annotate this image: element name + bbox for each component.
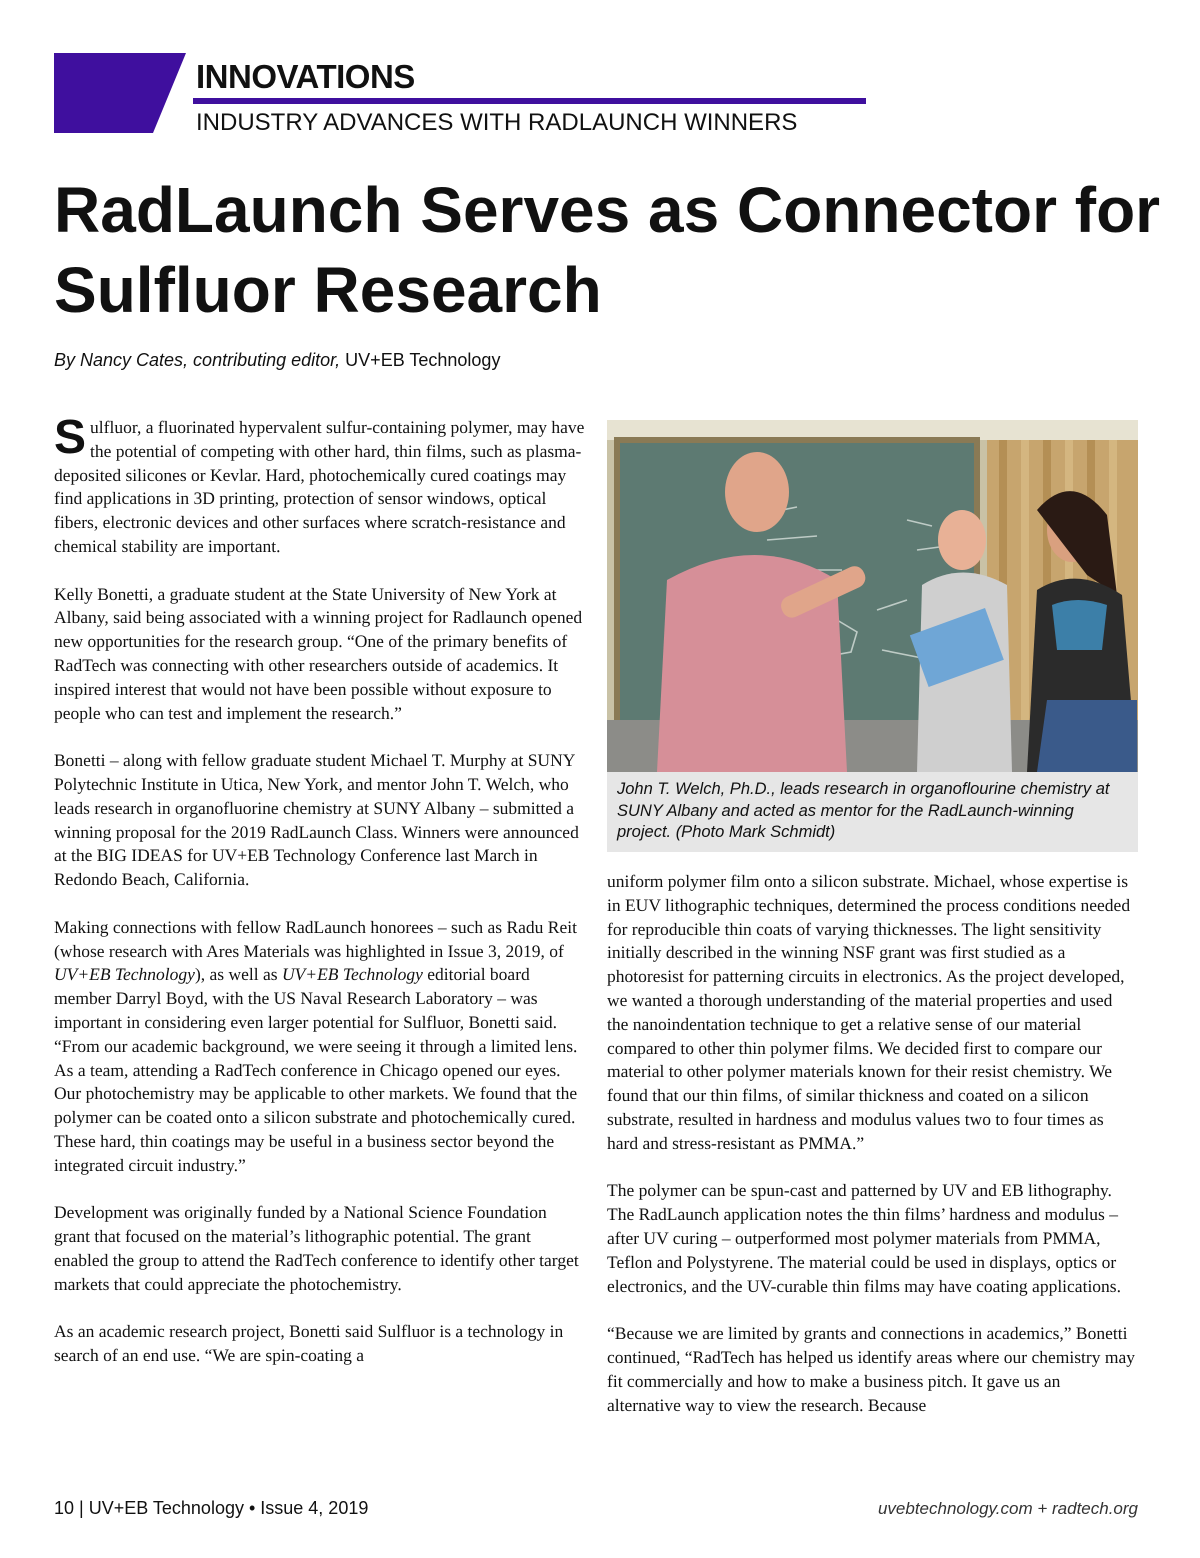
article-paragraph: The polymer can be spun-cast and patterned by UV and EB lithography. The RadLaunch application notes the thin films’ hardness and modulus – after UV curing – outperformed most polymer materials from PMMA, Teflon and Polystyrene. The material could be used in displays, optics or electronics, and the UV-curable thin films may have coating applications. xyxy=(607,1180,1121,1296)
article-column-right xyxy=(607,870,1137,1441)
article-paragraph: Kelly Bonetti, a graduate student at the State University of New York at Albany, said being associated with a winning project for Radlaunch opened new opportunities for the research group. “One of the primary benefits of RadTech was connecting with other researchers outside of academics. It inspired interest that would not have been possible without exposure to people who can test and implement the research.” xyxy=(54,583,583,723)
byline-publication: UV+EB Technology xyxy=(345,350,501,370)
byline-author: By Nancy Cates, contributing editor, xyxy=(54,350,341,370)
footer-websites: uvebtechnology.com + radtech.org xyxy=(877,1499,1138,1518)
article-photo xyxy=(607,420,1138,772)
article-column-left xyxy=(54,411,586,1392)
article-headline: RadLaunch Serves as Connector for Sulfluor Research xyxy=(54,174,1161,326)
article-paragraph: uniform polymer film onto a silicon substrate. Michael, whose expertise is in EUV lithographic techniques, determined the process conditions needed for reproducible thin coats of varying thicknesses. The light sensitivity initially described in the winning NSF grant was first studied as a photoresist for patterning circuits in electronics. As the project developed, we wanted a thorough understanding of the material properties and used the nanoindentation technique to get a relative sense of our material compared to other thin polymer films. We decided first to compare our material to other polymer materials known for their resist chemistry. We found that our thin films, of similar thickness and coated on a silicon substrate, resulted in hardness and modulus values two to four times as hard and stress-resistant as PMMA.” xyxy=(607,871,1131,1153)
article-paragraph: Sulfluor, a fluorinated hypervalent sulfur-containing polymer, may have the potential of competing with other hard, thin films, such as plasma-deposited silicones or Kevlar. Hard, photochemically cured coatings may find applications in 3D printing, protection of sensor windows, optical fibers, electronic devices and other surfaces where scratch-resistance and chemical stability are important. xyxy=(54,411,585,556)
section-title: INNOVATIONS xyxy=(196,58,415,95)
article-paragraph: “Because we are limited by grants and connections in academics,” Bonetti continued, “RadTech has helped us identify areas where our chemistry may fit commercially and how to make a business pitch. It gave us an alternative way to view the research. Because xyxy=(607,1323,1135,1415)
drop-cap: S xyxy=(54,411,87,464)
section-color-block xyxy=(54,53,186,133)
photo-caption: John T. Welch, Ph.D., leads research in organoflourine chemistry at SUNY Albany and acted as mentor for the RadLaunch-winning project. (Photo Mark Schmidt) xyxy=(607,772,1138,852)
article-paragraph: Development was originally funded by a National Science Foundation grant that focused on the material’s lithographic potential. The grant enabled the group to attend the RadTech conference to identify other target markets that could appreciate the photochemistry. xyxy=(54,1202,579,1294)
article-paragraph: Making connections with fellow RadLaunch honorees – such as Radu Reit (whose research with Ares Materials was highlighted in Issue 3, 2019, of UV+EB Technology), as well as UV+EB Technology editorial board member Darryl Boyd, with the US Naval Research Laboratory – was important in considering even larger potential for Sulfluor, Bonetti said. “From our academic background, we were seeing it through a limited lens. As a team, attending a RadTech conference in Chicago opened our eyes. Our photochemistry may be applicable to other markets. We found that the polymer can be coated onto a silicon substrate and photochemically cured. These hard, thin coatings may be useful in a business sector beyond the integrated circuit industry.” xyxy=(54,916,578,1175)
section-subtitle: INDUSTRY ADVANCES WITH RADLAUNCH WINNERS xyxy=(196,109,798,136)
byline xyxy=(54,350,500,371)
article-paragraph: As an academic research project, Bonetti said Sulfluor is a technology in search of an end use. “We are spin-coating a xyxy=(54,1321,564,1366)
section-divider xyxy=(193,98,866,104)
footer-page-info: 10 | UV+EB Technology • Issue 4, 2019 xyxy=(54,1498,369,1518)
article-paragraph: Bonetti – along with fellow graduate student Michael T. Murphy at SUNY Polytechnic Institute in Utica, New York, and mentor John T. Welch, who leads research in organofluorine chemistry at SUNY Albany – submitted a winning proposal for the 2019 RadLaunch Class. Winners were announced at the BIG IDEAS for UV+EB Technology Conference last March in Redondo Beach, California. xyxy=(54,750,579,890)
classroom-photo-illustration xyxy=(607,420,1138,772)
